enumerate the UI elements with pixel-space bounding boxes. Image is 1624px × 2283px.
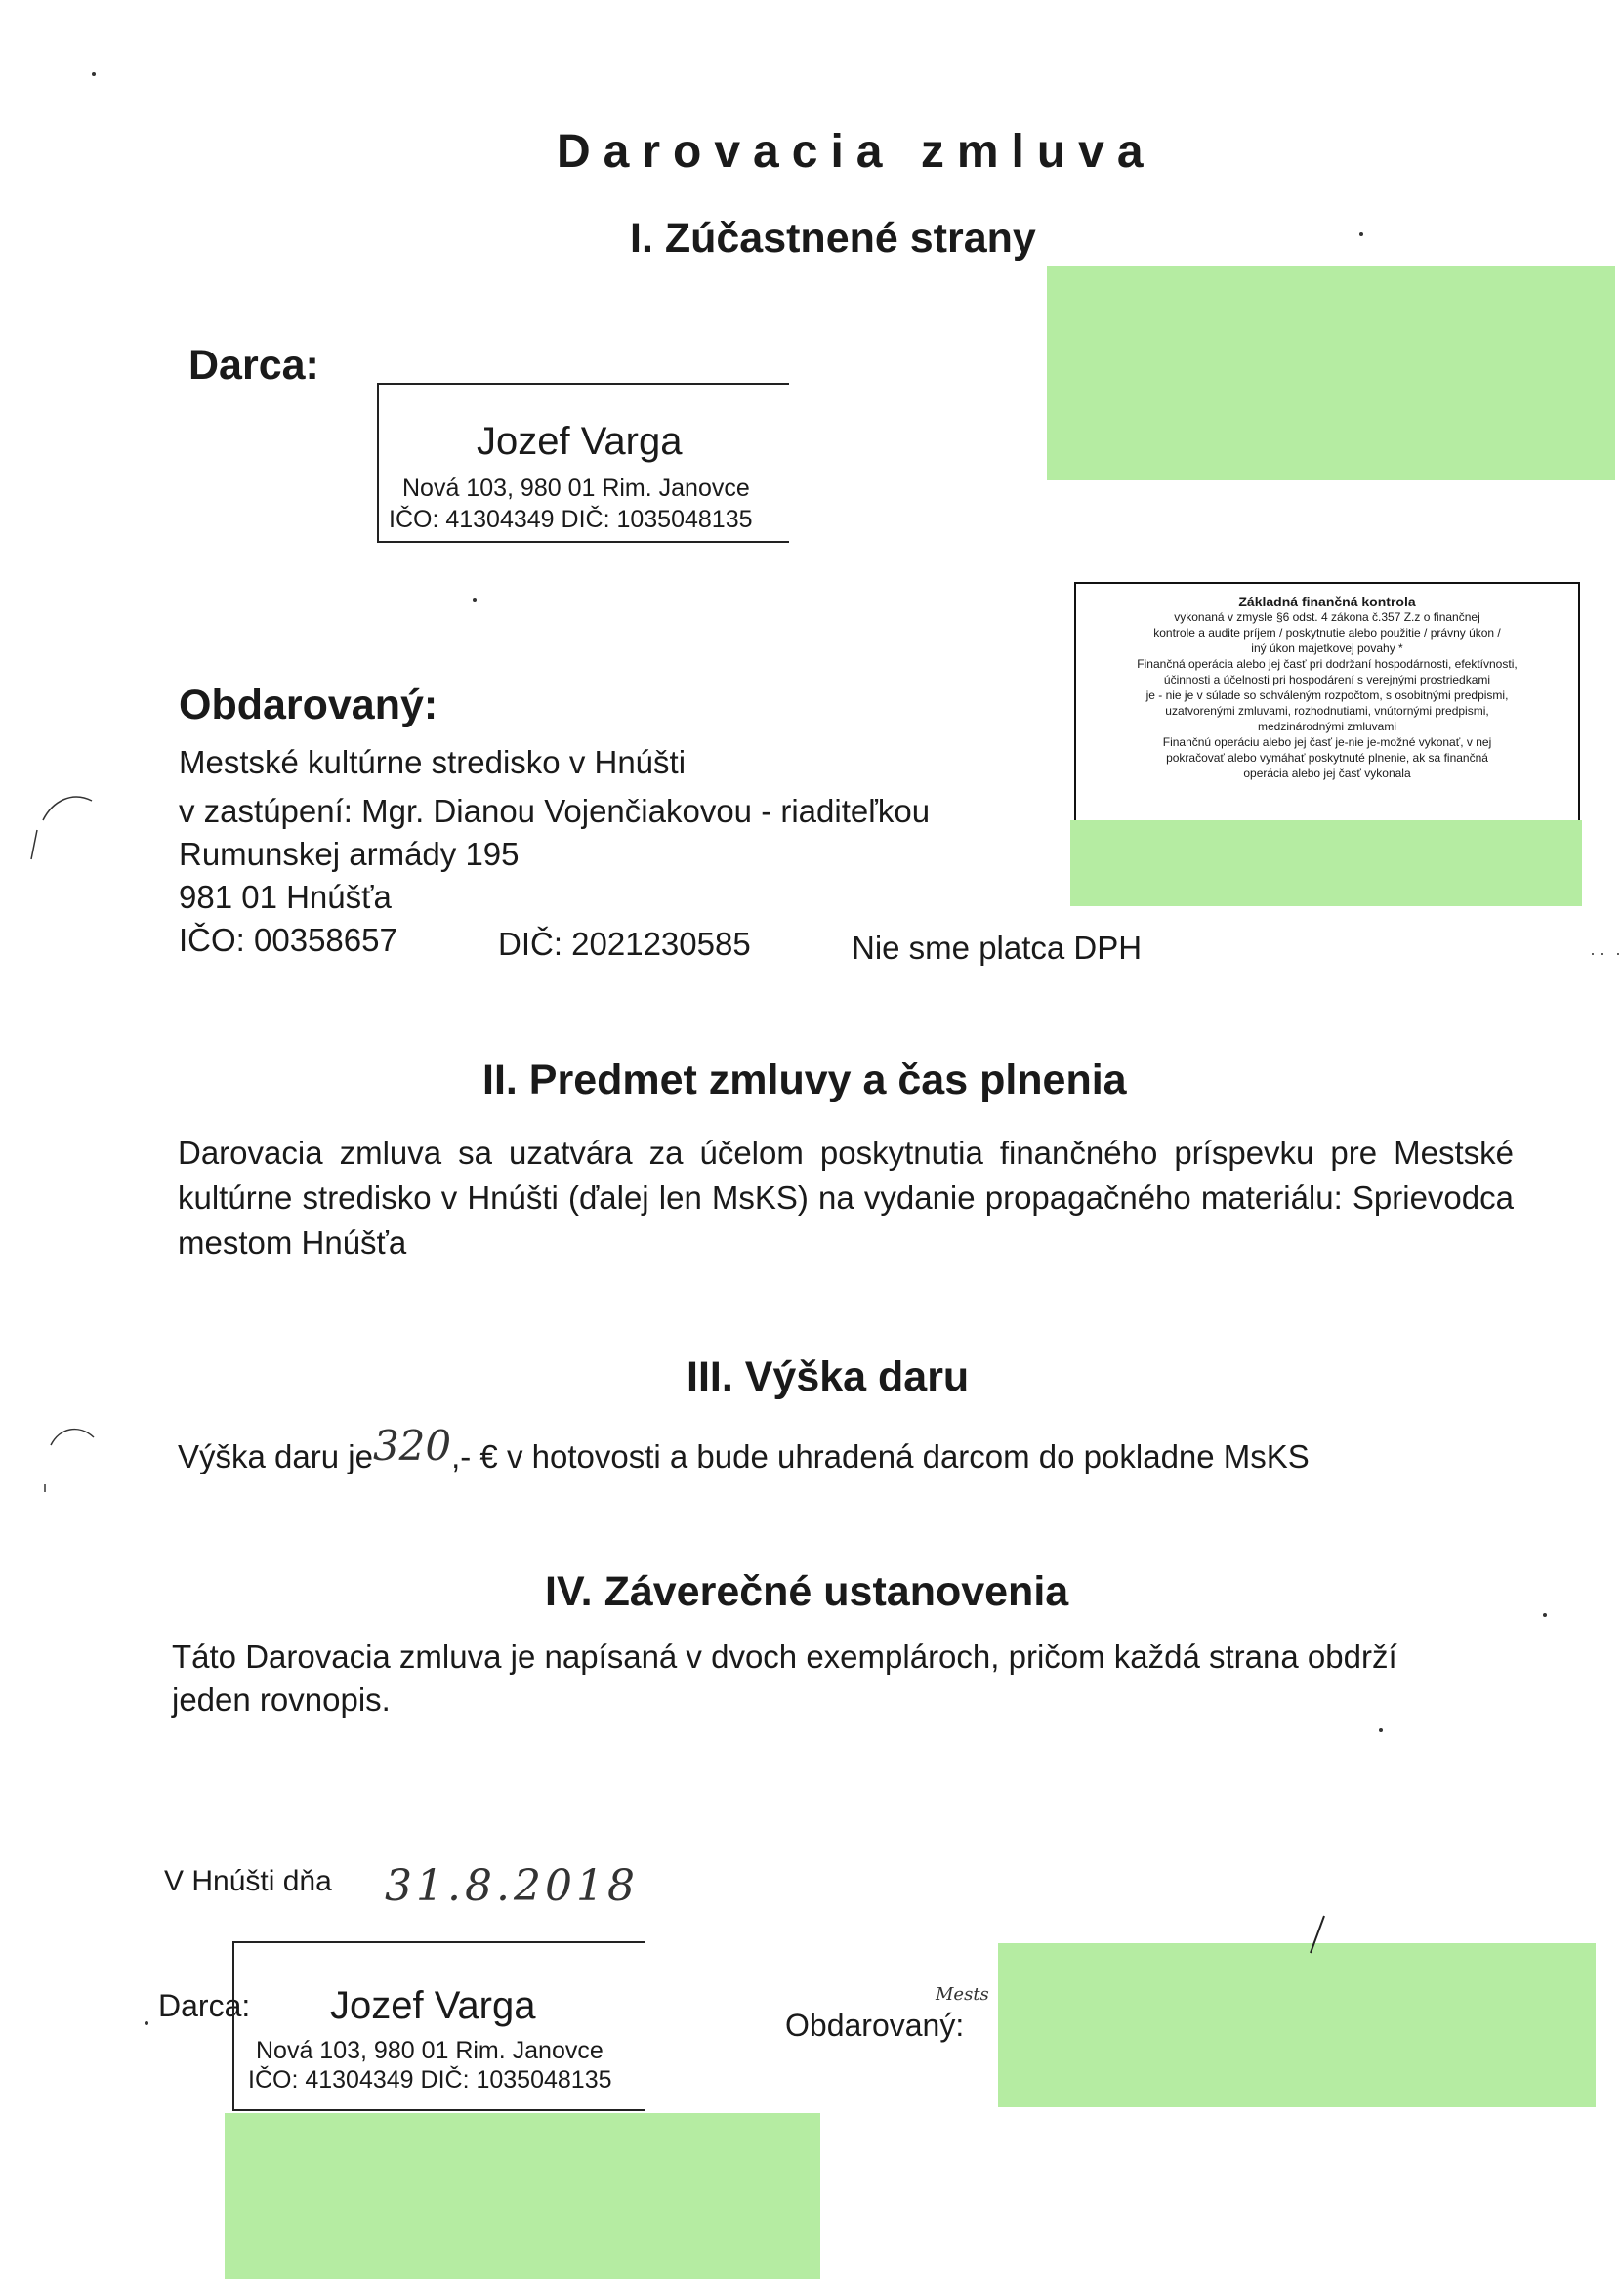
- scan-speck: [92, 72, 96, 76]
- recipient-line-2: v zastúpení: Mgr. Dianou Vojenčiakovou - riaditeľkou: [179, 793, 931, 829]
- financial-control-line: pokračovať alebo vymáhať poskytnuté plnenie, ak sa finančná: [1166, 751, 1488, 765]
- scan-speck: [473, 598, 477, 602]
- scan-speck: [145, 2021, 148, 2025]
- signature-donor-stamp-ids: IČO: 41304349 DIČ: 1035048135: [248, 2066, 612, 2094]
- financial-control-stamp: [1074, 582, 1580, 844]
- donor-stamp-name: Jozef Varga: [477, 420, 683, 463]
- financial-control-line: iný úkon majetkovej povahy *: [1251, 642, 1403, 655]
- signature-darca-label: Darca:: [158, 1988, 251, 2023]
- amount-handwritten: 320: [372, 1422, 452, 1470]
- section-3-heading: III. Výška daru: [687, 1353, 970, 1400]
- place-date-label: V Hnúšti dňa: [164, 1865, 332, 1897]
- scan-hole-mark-icon: [23, 791, 102, 879]
- scan-speck: [1379, 1728, 1383, 1732]
- vat-note: Nie sme platca DPH: [852, 930, 1143, 966]
- recipient-stamp-fragment: Mests: [936, 1984, 989, 2005]
- redaction-block-top: [1047, 266, 1615, 480]
- financial-control-line: je - nie je v súlade so schváleným rozpočtom, s osobitnými predpismi,: [1145, 688, 1509, 702]
- amount-prefix: Výška daru je: [178, 1438, 373, 1474]
- signature-donor-stamp-address: Nová 103, 980 01 Rim. Janovce: [256, 2037, 604, 2064]
- financial-control-line: operácia alebo jej časť vykonala: [1243, 767, 1411, 780]
- section-3-body: [178, 1422, 1310, 1477]
- signature-donor-stamp-name: Jozef Varga: [330, 1984, 536, 2027]
- section-2-heading: II. Predmet zmluvy a čas plnenia: [482, 1057, 1127, 1103]
- financial-control-title: Základná finančná kontrola: [1238, 594, 1416, 609]
- redaction-block-donor-signature: [225, 2113, 820, 2279]
- financial-control-line: účinnosti a účelnosti pri hospodárení s verejnými prostriedkami: [1163, 673, 1491, 686]
- financial-control-line: kontrole a audite príjem / poskytnutie alebo použitie / právny úkon /: [1153, 626, 1501, 640]
- financial-control-line: Finančnú operáciu alebo jej časť je-nie je-možné vykonať, v nej: [1162, 735, 1492, 749]
- section-4-heading: IV. Záverečné ustanovenia: [545, 1568, 1069, 1615]
- recipient-ico: IČO: 00358657: [179, 922, 397, 958]
- donor-stamp-ids: IČO: 41304349 DIČ: 1035048135: [389, 506, 753, 533]
- section-4-line-2: jeden rovnopis.: [172, 1681, 391, 1718]
- section-4-line-1: Táto Darovacia zmluva je napísaná v dvoch exemplároch, pričom každá strana obdrží: [172, 1639, 1397, 1675]
- financial-control-line: Finančná operácia alebo jej časť pri dodržaní hospodárnosti, efektívnosti,: [1137, 657, 1518, 671]
- recipient-line-4: 981 01 Hnúšťa: [179, 879, 392, 915]
- section-1-heading: I. Zúčastnené strany: [630, 215, 1036, 262]
- financial-control-line: uzatvorenými zmluvami, rozhodnutiami, vnútornými predpismi,: [1165, 704, 1489, 718]
- scan-speck: [1543, 1613, 1547, 1617]
- donor-stamp-address: Nová 103, 980 01 Rim. Janovce: [402, 475, 750, 502]
- recipient-dic: DIČ: 2021230585: [498, 926, 751, 962]
- scan-dots: ·· ·: [1590, 943, 1624, 963]
- pen-mark-icon: [1305, 1914, 1328, 1957]
- darca-label: Darca:: [188, 342, 319, 389]
- recipient-line-3: Rumunskej armády 195: [179, 836, 520, 872]
- financial-control-line: vykonaná v zmysle §6 odst. 4 zákona č.357 Z.z o finančnej: [1174, 610, 1480, 624]
- date-handwritten: 31.8.2018: [385, 1861, 639, 1911]
- signature-obdarovany-label: Obdarovaný:: [785, 2008, 965, 2043]
- recipient-line-1: Mestské kultúrne stredisko v Hnúšti: [179, 744, 687, 780]
- obdarovany-label: Obdarovaný:: [179, 682, 438, 728]
- document-title: Darovacia zmluva: [557, 126, 1156, 178]
- scan-speck: [1359, 232, 1363, 236]
- scan-hole-mark-icon: [35, 1416, 104, 1504]
- redaction-block-stamp: [1070, 820, 1582, 906]
- section-2-body: Darovacia zmluva sa uzatvára za účelom poskytnutia finančného príspevku pre Mestské kultúrne stredisko v Hnúšti (ďalej len MsKS) na vydanie propagačného materiálu: Sprievodca mestom Hnúšťa: [178, 1135, 1514, 1261]
- amount-suffix: ,- € v hotovosti a bude uhradená darcom do pokladne MsKS: [451, 1438, 1310, 1474]
- financial-control-line: medzinárodnými zmluvami: [1257, 720, 1397, 733]
- redaction-block-recipient-signature: [998, 1943, 1596, 2107]
